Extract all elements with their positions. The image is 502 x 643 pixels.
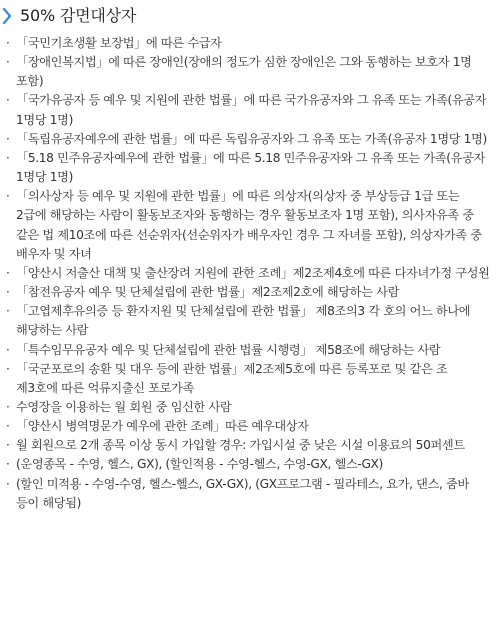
section-title: 50% 감면대상자: [20, 6, 137, 25]
bullet: ·: [6, 55, 10, 70]
bullet: ·: [6, 476, 10, 491]
item-text: 「국민기초생활 보장법」에 따른 수급자: [16, 36, 222, 50]
list-item: [6, 130, 490, 149]
bullet: ·: [6, 419, 10, 434]
item-text: 「국군포로의 송환 및 대우 등에 관한 법률」제2조제5호에 따른 등록포로 및 같은 조 제3호에 따른 억류지출신 포로가족: [16, 361, 448, 395]
bullet: ·: [6, 457, 10, 472]
item-text: (할인 미적용 - 수영-수영, 헬스-헬스, GX-GX), (GX프로그램 - 필라테스, 요가, 댄스, 줌바 등이 해당됨): [16, 476, 469, 510]
list-item: [6, 283, 490, 302]
list-item: [6, 302, 490, 340]
chevron-right-icon: [2, 7, 12, 25]
bullet: ·: [6, 131, 10, 146]
eligibility-list: [6, 34, 490, 513]
list-item: [6, 53, 490, 91]
list-item: [6, 187, 490, 264]
item-text: 월 회원으로 2개 종목 이상 동시 가입할 경우: 가입시설 중 낮은 시설 이용료의 50퍼센트: [16, 438, 465, 453]
item-text: (운영종목 - 수영, 헬스, GX), (할인적용 - 수영-헬스, 수영-GX, 헬스-GX): [16, 457, 383, 472]
list-item: [6, 455, 490, 474]
item-text: 「참전유공자 예우 및 단체설립에 관한 법률」제2조제2호에 해당하는 사람: [16, 285, 399, 300]
bullet: ·: [6, 438, 10, 453]
bullet: ·: [6, 342, 10, 357]
list-item: [6, 475, 490, 513]
list-item: [6, 149, 490, 187]
item-text: 「의사상자 등 예우 및 지원에 관한 법률」에 따른 의상자(의상자 중 부상등급 1급 또는 2급에 해당하는 사람이 활동보조자와 동행하는 경우 활동보조자 1명 포함), 의사자유족 중 같은 법 제10조에 따른 선순위자(선순위자가 배우자인 경우 그 자녀를 포함), 의상자가족 중 배우자 및 자녀: [16, 189, 482, 261]
list-item: [6, 341, 490, 360]
item-text: 수영장을 이용하는 월 회원 중 임신한 사람: [16, 399, 232, 414]
item-text: 「양산시 저출산 대책 및 출산장려 지원에 관한 조례」제2조제4호에 따른 다자녀가정 구성원: [16, 265, 490, 280]
item-text: 「독립유공자예우에 관한 법률」에 따른 독립유공자와 그 유족 또는 가족(유공자 1명당 1명): [16, 131, 487, 146]
bullet: ·: [6, 285, 10, 300]
list-item: [6, 91, 490, 129]
bullet: ·: [6, 361, 10, 376]
bullet: ·: [6, 93, 10, 108]
item-text: 「국가유공자 등 예우 및 지원에 관한 법률」에 따른 국가유공자와 그 유족 또는 가족(유공자 1명당 1명): [16, 93, 487, 127]
section-heading: [0, 4, 136, 28]
bullet: ·: [6, 150, 10, 165]
bullet: ·: [6, 399, 10, 414]
bullet: ·: [6, 265, 10, 280]
item-text: 「양산시 병역명문가 예우에 관한 조례」따른 예우대상자: [16, 419, 309, 434]
list-item: [6, 417, 490, 436]
item-text: 「특수임무유공자 예우 및 단체설립에 관한 법률 시행령」 제58조에 해당하는 사람: [16, 342, 441, 357]
list-item: [6, 360, 490, 398]
item-text: 「장애인복지법」에 따른 장애인(장애의 정도가 심한 장애인은 그와 동행하는 보호자 1명 포함): [16, 55, 472, 89]
bullet: ·: [6, 36, 10, 50]
bullet: ·: [6, 304, 10, 319]
list-item: [6, 436, 490, 455]
item-text: 「고엽제후유의증 등 환자지원 및 단체설립에 관한 법률」 제8조의3 각 호의 어느 하나에 해당하는 사람: [16, 304, 471, 338]
item-text: 「5.18 민주유공자예우에 관한 법률」에 따른 5.18 민주유공자와 그 유족 또는 가족(유공자 1명당 1명): [16, 150, 485, 185]
list-item: [6, 398, 490, 417]
bullet: ·: [6, 189, 10, 204]
list-item: [6, 264, 490, 283]
list-item: [6, 34, 490, 53]
